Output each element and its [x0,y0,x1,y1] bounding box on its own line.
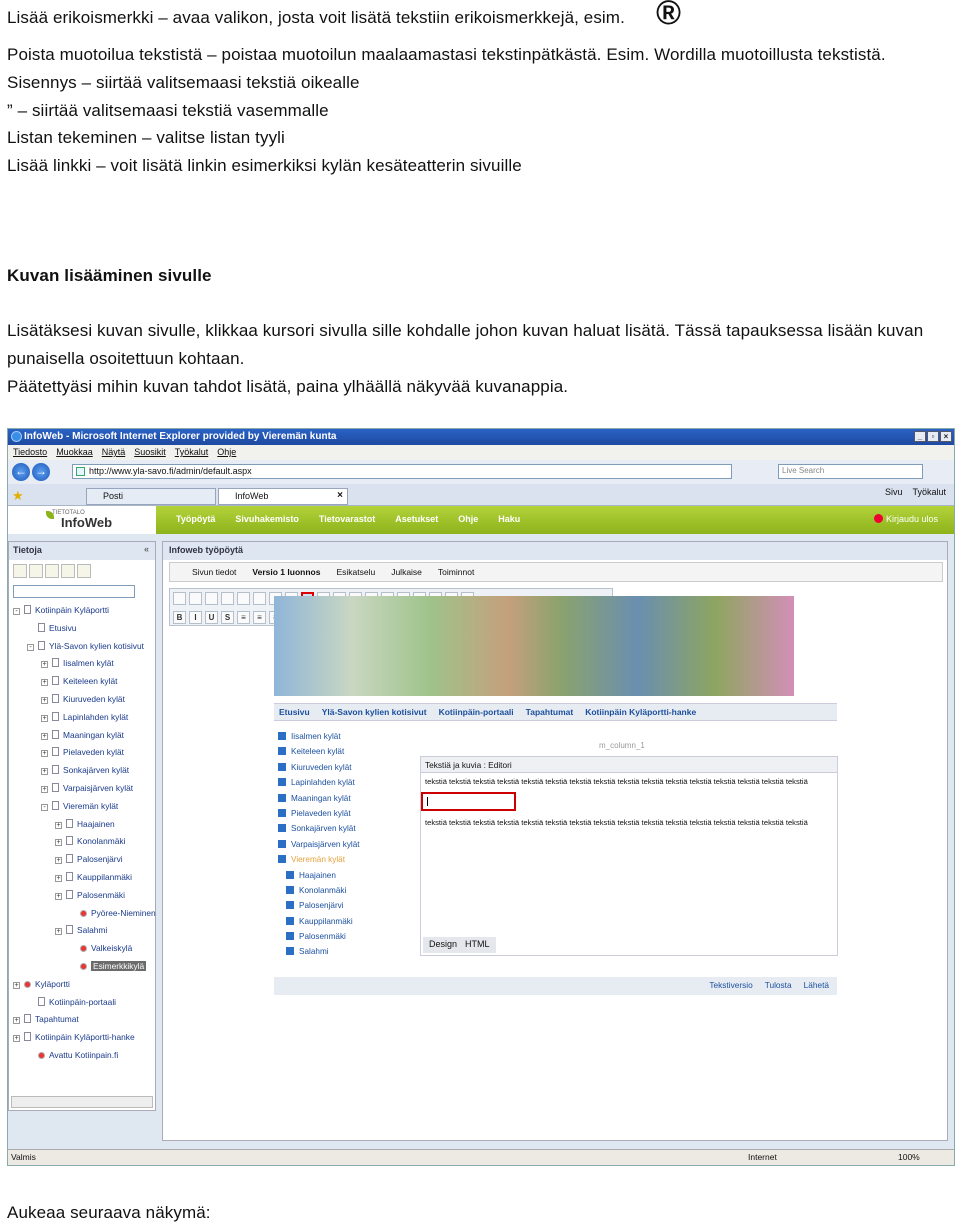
collapse-icon[interactable]: « [143,544,149,554]
app-nav-item[interactable]: Sivuhakemisto [235,514,299,524]
tree-node-label: Ylä-Savon kylien kotisivut [49,640,144,651]
tree-node-label: Keiteleen kylät [63,676,118,687]
left-panel-tools [9,560,155,582]
unpublished-page-icon [24,981,31,988]
tree-node[interactable] [9,801,155,819]
tree-node[interactable] [9,1050,155,1068]
tree-node-label: Kotiinpäin Kyläportti [35,605,110,615]
page-icon [66,925,73,934]
footer-link[interactable]: Tekstiversio [709,980,753,990]
expand-icon[interactable]: + [42,750,47,758]
tree-node[interactable] [9,854,155,872]
tree-node-label: Varpaisjärven kylät [63,782,134,793]
site-link[interactable] [278,855,360,870]
zoom-level[interactable]: 100% [898,1152,920,1162]
collapse-icon[interactable]: - [13,608,20,615]
arrow-icon [286,947,294,955]
collapse-icon[interactable]: - [41,804,48,811]
doc-footer-line: Aukeaa seuraava näkymä: [7,1203,211,1222]
doc-line-special-char: Lisää erikoismerkki – avaa valikon, josta voit lisätä tekstiin erikoismerkkejä, esim. [7,8,625,27]
arrow-icon [278,763,286,771]
tree-node[interactable] [9,765,155,783]
menu-item[interactable]: Muokkaa [56,447,93,457]
site-link-label: Kiuruveden kylät [291,762,352,772]
page-icon [66,836,73,845]
paste-icon[interactable] [253,592,266,605]
site-link[interactable] [278,747,360,762]
site-nav [274,703,837,721]
tree-node-label: Esimerkkikylä [93,960,145,971]
page-icon [76,467,85,476]
url-field[interactable]: http://www.yla-savo.fi/admin/default.aspx [72,464,732,479]
site-link[interactable] [278,794,360,809]
menubar [8,445,954,460]
strikethrough-icon[interactable]: S [221,611,234,624]
site-link[interactable] [278,917,360,932]
properties-icon[interactable] [77,564,91,578]
arrow-icon [286,917,294,925]
restore-button[interactable]: ▫ [927,431,939,442]
design-tab[interactable]: Design [429,939,458,949]
menu-item[interactable]: Tiedosto [13,447,48,457]
tree-node[interactable] [9,605,155,623]
arrow-icon [278,840,286,848]
registered-symbol: ® [656,0,682,32]
site-link-label: Varpaisjärven kylät [291,839,360,849]
tree-node-label: Avattu Kotiinpain.fi [49,1049,119,1060]
tree-node-label: Pielaveden kylät [63,747,124,758]
align-left-icon[interactable]: ≡ [237,611,250,624]
logout-link[interactable]: Kirjaudu ulos [874,514,938,524]
arrow-icon [278,824,286,832]
site-link[interactable] [278,840,360,855]
italic-icon[interactable]: I [189,611,202,624]
page-preview [274,596,837,996]
page-icon [52,747,59,756]
arrow-icon [278,794,286,802]
tree-node[interactable] [9,641,155,659]
tree-node[interactable] [9,676,155,694]
editor-mode-tabs [423,937,496,953]
site-link[interactable] [278,732,360,747]
close-tab-icon[interactable]: × [337,490,343,501]
tree-node-label: Haajainen [77,818,115,829]
page-icon [24,605,31,614]
page-icon [52,783,59,792]
site-link[interactable] [278,901,360,916]
page-icon [38,623,45,632]
expand-icon[interactable]: + [56,857,61,865]
tree-node-label: Iisalmen kylät [63,658,114,669]
doc-paragraph-1b: punaisella osoitettuun kohtaan. [7,349,245,368]
infoweb-logo: TIETOTALO InfoWeb [8,506,156,534]
cut-icon[interactable] [221,592,234,605]
app-header [8,506,954,534]
expand-icon[interactable]: + [42,661,47,669]
underline-icon[interactable]: U [205,611,218,624]
close-button[interactable]: × [940,431,952,442]
menu-item[interactable]: Suosikit [134,447,166,457]
favorites-star-icon[interactable]: ★ [12,488,24,503]
tree-node-label: Salahmi [77,925,108,936]
expand-icon[interactable]: + [56,874,61,882]
editor-text-1: tekstiä tekstiä tekstiä tekstiä tekstiä tekstiä tekstiä tekstiä tekstiä tekstiä tekstiä tekstiä tekstiä tekstiä tekstiä tekstiä [425,777,808,786]
site-link-label: Kauppilanmäki [299,916,353,926]
page-icon [52,765,59,774]
ie-command-bar [885,487,946,497]
image-icon[interactable] [61,564,75,578]
site-link-label: Maaningan kylät [291,793,351,803]
menu-item[interactable]: Näytä [101,447,126,457]
footer-link[interactable]: Tulosta [764,980,792,990]
zone-indicator: Internet [748,1152,777,1162]
tree-node[interactable] [9,925,155,943]
site-link[interactable] [278,871,360,886]
left-panel [8,541,156,1111]
tree-node[interactable] [9,1014,155,1032]
tree-node[interactable] [9,783,155,801]
arrow-icon [278,809,286,817]
page-icon [38,641,45,650]
tree-search-input[interactable] [13,585,135,598]
site-link-label: Salahmi [299,947,329,957]
page-icon [52,712,59,721]
site-link-label: Haajainen [299,870,336,880]
tree-node[interactable] [9,890,155,908]
tab-posti[interactable]: Posti [86,488,216,505]
expand-icon[interactable]: + [42,768,47,776]
left-panel-title: Tietoja « [9,542,155,560]
expand-icon[interactable]: + [42,679,47,687]
tab-bar [8,484,954,506]
page-icon [66,854,73,863]
horizontal-scrollbar[interactable] [11,1096,153,1108]
app-nav [176,514,520,524]
site-link-label: Keiteleen kylät [291,747,345,757]
site-links [278,732,360,963]
cursor-insert-position[interactable] [421,792,516,811]
site-link-label: Lapinlahden kylät [291,778,355,788]
tree-node[interactable] [9,908,155,926]
expand-icon[interactable]: + [56,892,61,900]
expand-icon[interactable]: + [42,696,47,704]
tree-node[interactable] [9,623,155,641]
expand-icon[interactable]: + [56,928,61,936]
page-icon [52,658,59,667]
site-link-label: Palosenjärvi [299,901,344,911]
page-icon [52,694,59,703]
tab-infoweb[interactable]: InfoWeb × [218,488,348,505]
doc-line-indent: Sisennys – siirtää valitsemaasi tekstiä oikealle [7,73,360,92]
site-link[interactable] [278,886,360,901]
doc-paragraph-1a: Lisätäksesi kuvan sivulle, klikkaa kursori sivulla sille kohdalle johon kuvan haluat lisätä. Tässä tapauksessa lisään kuvan [7,321,924,340]
site-link[interactable] [278,947,360,962]
tree-node[interactable] [9,997,155,1015]
tools-menu[interactable]: Työkalut [912,487,946,497]
tree-node-label: Kotiinpäin-portaali [49,996,117,1007]
site-nav-item[interactable]: Ylä-Savon kylien kotisivut [321,707,427,717]
tree-node-label: Kotiinpäin Kyläportti-hanke [35,1032,135,1043]
tree-node[interactable] [9,712,155,730]
arrow-icon [278,855,286,863]
site-link-label: Vieremän kylät [291,855,346,865]
doc-line-outdent: ” – siirtää valitsemaasi tekstiä vasemmalle [7,101,329,120]
copy-icon[interactable] [237,592,250,605]
tree-node-label: Konolanmäki [77,836,126,847]
redo-icon[interactable] [205,592,218,605]
app-nav-item[interactable]: Työpöytä [176,514,216,524]
new-page-icon[interactable] [13,564,27,578]
site-nav-item[interactable]: Kotiinpäin Kyläportti-hanke [585,707,697,717]
folder-icon[interactable] [45,564,59,578]
delete-page-icon[interactable] [29,564,43,578]
forward-button[interactable]: → [32,463,50,481]
tree-node-label: Etusivu [49,622,77,633]
tree-node-label: Palosenjärvi [77,854,123,865]
tree-node[interactable] [9,943,155,961]
page-toolbar-button[interactable]: Sivun tiedot [192,567,237,577]
site-link[interactable] [278,932,360,947]
page-icon [24,1014,31,1023]
page-toolbar-button[interactable]: Versio 1 luonnos [252,567,321,577]
page-toolbar-button[interactable]: Toiminnot [437,567,475,577]
tree-node-label: Kauppilanmäki [77,871,132,882]
tree-node[interactable] [9,694,155,712]
page-menu[interactable]: Sivu [884,487,903,497]
tree-node[interactable] [9,979,155,997]
editor-title: Tekstiä ja kuvia : Editori [421,757,837,773]
page-toolbar-button[interactable]: Julkaise [391,567,422,577]
tree-node[interactable] [9,730,155,748]
undo-icon[interactable] [189,592,202,605]
unpublished-page-icon [80,910,87,917]
column-tag: m_column_1 [599,741,645,750]
footer-link[interactable]: Lähetä [803,980,829,990]
site-link-label: Konolanmäki [299,885,347,895]
doc-line-list: Listan tekeminen – valitse listan tyyli [7,128,285,147]
expand-icon[interactable]: + [56,839,61,847]
page-icon [66,819,73,828]
browser-screenshot [7,428,955,1166]
tree-node-label: Pyöree-Nieminen [91,907,156,918]
tree-node-label: Vieremän kylät [63,800,119,811]
site-link[interactable] [278,778,360,793]
site-link-label: Sonkajärven kylät [291,824,356,834]
site-nav-item[interactable]: Tapahtumat [525,707,574,717]
site-nav-item[interactable]: Etusivu [279,707,310,717]
arrow-icon [286,886,294,894]
unpublished-page-icon [80,963,87,970]
page-icon [24,1032,31,1041]
tree-node[interactable] [9,961,155,979]
unpublished-page-icon [80,945,87,952]
main-panel-title: Infoweb työpöytä [163,542,947,560]
tree-node-label: Palosenmäki [77,889,125,900]
tree-node[interactable] [9,819,155,837]
ie-icon [11,431,22,442]
bold-icon[interactable]: B [173,611,186,624]
section-heading: Kuvan lisääminen sivulle [7,266,212,285]
header-photo-collage [274,596,794,696]
window-titlebar: InfoWeb - Microsoft Internet Explorer provided by Vieremän kunta _ ▫ × [8,429,954,445]
tree-node-label: Valkeiskylä [91,943,133,954]
editor-text-2: tekstiä tekstiä tekstiä tekstiä tekstiä tekstiä tekstiä tekstiä tekstiä tekstiä tekstiä tekstiä tekstiä tekstiä tekstiä tekstiä [425,818,808,827]
tree-node-label: Lapinlahden kylät [63,711,129,722]
status-bar: Valmis Internet 100% [8,1149,954,1165]
page-icon [66,890,73,899]
tree-node[interactable] [9,836,155,854]
tree-node-label: Kiuruveden kylät [63,693,125,704]
app-nav-item[interactable]: Ohje [458,514,479,524]
arrow-icon [278,747,286,755]
expand-icon[interactable]: + [14,1035,19,1043]
site-nav-item[interactable]: Kotiinpäin-portaali [438,707,514,717]
site-link-label: Iisalmen kylät [291,732,341,741]
site-link[interactable] [278,824,360,839]
doc-line-link: Lisää linkki – voit lisätä linkin esimerkiksi kylän kesäteatterin sivuille [7,156,522,175]
tree-node[interactable] [9,747,155,765]
doc-line-remove-format: Poista muotoilua tekstistä – poistaa muotoilun maalaamastasi tekstinpätkästä. Esim. Wordilla muotoillusta tekstistä. [7,45,886,64]
tree-node-label: Sonkajärven kylät [63,765,130,776]
app-nav-item[interactable]: Asetukset [395,514,439,524]
expand-icon[interactable]: + [56,821,61,829]
site-link[interactable] [278,809,360,824]
expand-icon[interactable]: + [42,732,47,740]
page-toolbar-button[interactable]: Esikatselu [336,567,376,577]
site-link-label: Palosenmäki [299,932,346,942]
expand-icon[interactable]: + [42,714,47,722]
tree-node-label: Tapahtumat [35,1014,79,1025]
html-tab[interactable]: HTML [465,939,490,949]
minimize-button[interactable]: _ [914,431,926,442]
page-icon [52,730,59,739]
tree-node-label: Kyläportti [35,978,70,989]
save-icon[interactable] [173,592,186,605]
doc-paragraph-2: Päätettyäsi mihin kuvan tahdot lisätä, paina ylhäällä näkyvää kuvanappia. [7,377,569,396]
collapse-icon[interactable]: - [27,644,34,651]
unpublished-page-icon [38,1052,45,1059]
site-footer-links [274,977,837,995]
logout-icon [874,514,883,523]
arrow-icon [278,732,286,740]
page-icon [66,872,73,881]
arrow-icon [286,871,294,879]
menu-item[interactable]: Ohje [217,447,237,457]
menu-item[interactable]: Työkalut [174,447,209,457]
page-toolbar [169,562,943,582]
arrow-icon [286,901,294,909]
back-button[interactable]: ← [12,463,30,481]
tree-node[interactable] [9,658,155,676]
page-icon [38,997,45,1006]
page-icon [52,801,59,810]
expand-icon[interactable]: + [14,1017,19,1025]
tree-node[interactable] [9,872,155,890]
page-icon [52,676,59,685]
app-nav-item[interactable]: Tietovarastot [318,514,376,524]
content-editor[interactable] [420,741,838,956]
site-link[interactable] [278,763,360,778]
site-tree [9,601,155,1068]
address-bar [8,460,954,484]
site-link-label: Pielaveden kylät [291,808,351,818]
arrow-icon [278,778,286,786]
app-nav-item[interactable]: Haku [498,514,521,524]
expand-icon[interactable]: + [14,981,19,989]
tree-node-label: Maaningan kylät [63,729,124,740]
arrow-icon [286,932,294,940]
align-center-icon[interactable]: ≡ [253,611,266,624]
live-search-input[interactable]: Live Search [778,464,923,479]
tree-node[interactable] [9,1032,155,1050]
expand-icon[interactable]: + [42,785,47,793]
